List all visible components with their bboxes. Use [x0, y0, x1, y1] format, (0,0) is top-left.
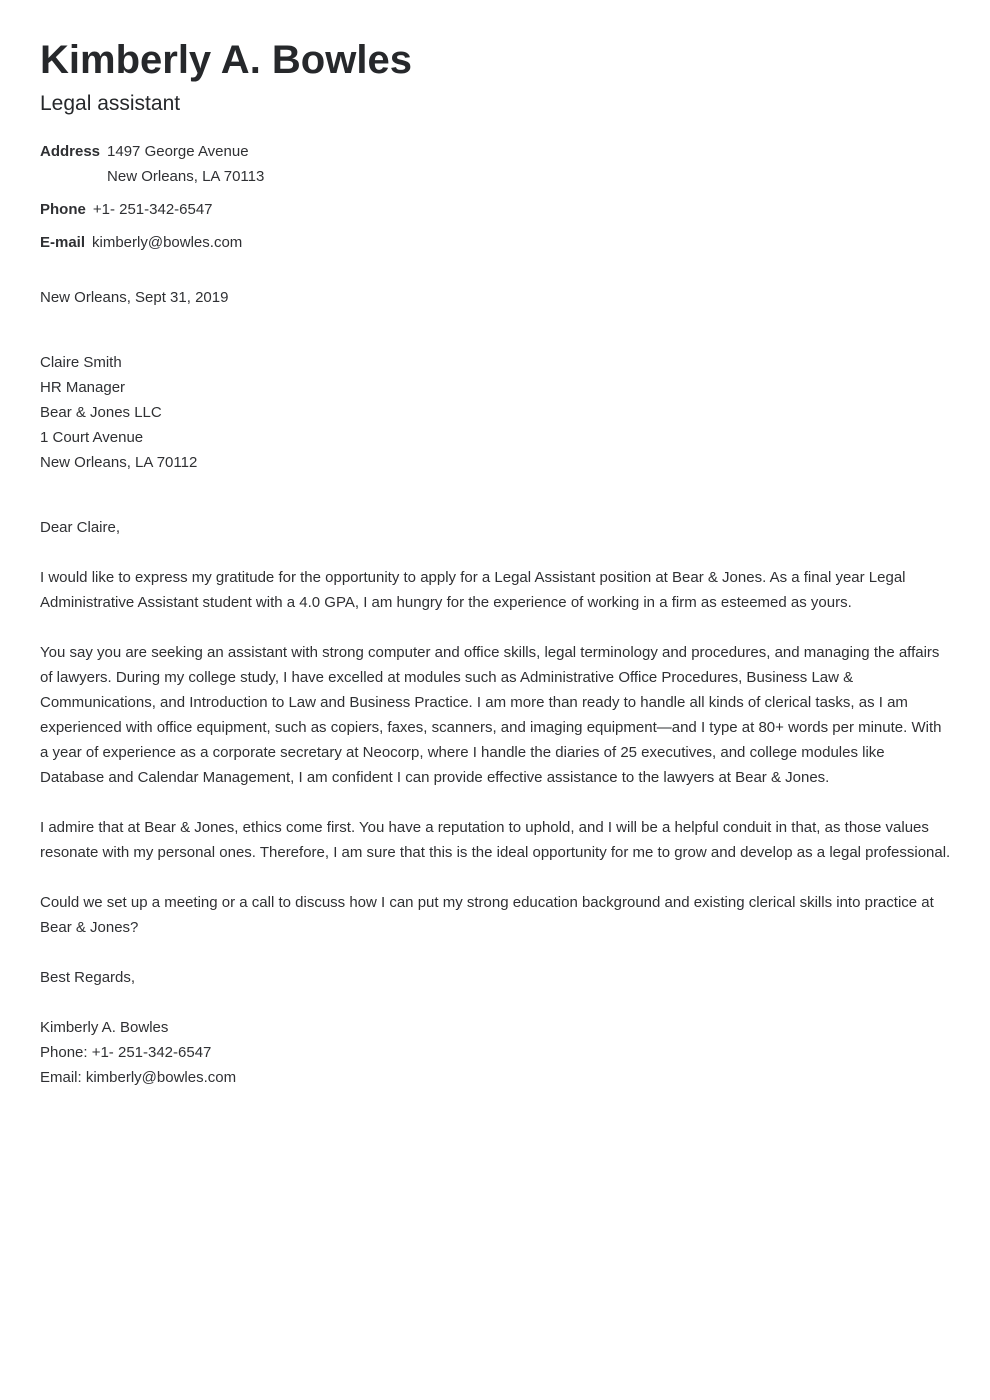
recipient-name: Claire Smith: [40, 354, 122, 371]
applicant-title: Legal assistant: [40, 92, 181, 115]
salutation-text: Dear Claire,: [40, 519, 121, 536]
address-row: [40, 139, 264, 189]
phone-row: [40, 197, 213, 222]
recipient-position: HR Manager: [40, 379, 126, 396]
email-row: [40, 230, 242, 255]
signature-email: Email: kimberly@bowles.com: [40, 1069, 237, 1086]
address-label: Address: [40, 143, 101, 160]
signature-block: [40, 1015, 952, 1090]
phone-label: Phone: [40, 201, 86, 218]
recipient-block: [40, 350, 952, 475]
paragraph-4-text: Could we set up a meeting or a call to discuss how I can put my strong education background and existing clerical skills into practice at Bear & Jones?: [40, 894, 934, 936]
paragraph-3-text: I admire that at Bear & Jones, ethics come first. You have a reputation to uphold, and I will be a helpful conduit in that, as those values resonate with my personal ones. Therefore, I am sure that this is the ideal opportunity for me to grow and develop as a legal professional.: [40, 819, 951, 861]
date-line: [40, 285, 952, 310]
paragraph-2: [40, 640, 952, 790]
closing: [40, 965, 952, 990]
email-label: E-mail: [40, 234, 86, 251]
address-value: [107, 139, 264, 189]
date-text: New Orleans, Sept 31, 2019: [40, 289, 229, 306]
recipient-street: 1 Court Avenue: [40, 429, 144, 446]
paragraph-3: [40, 815, 952, 865]
signature-name: Kimberly A. Bowles: [40, 1019, 169, 1036]
applicant-name: Kimberly A. Bowles: [40, 38, 412, 82]
recipient-city: New Orleans, LA 70112: [40, 454, 198, 471]
paragraph-4: [40, 890, 952, 940]
address-line-2: New Orleans, LA 70113: [107, 168, 265, 185]
paragraph-1-text: I would like to express my gratitude for the opportunity to apply for a Legal Assistant position at Bear & Jones. As a final year Legal Administrative Assistant student with a 4.0 GPA, I am hungry for the experience of working in a firm as esteemed as yours.: [40, 569, 906, 611]
paragraph-2-text: You say you are seeking an assistant with strong computer and office skills, legal terminology and procedures, and managing the affairs of lawyers. During my college study, I have excelled at modules such as Administrative Office Procedures, Business Law & Communications, and Introduction to Law and Business Practice. I am more than ready to handle all kinds of clerical tasks, as I am experienced with office equipment, such as copiers, faxes, scanners, and imaging equipment—and I type at 80+ words per minute. With a year of experience as a corporate secretary at Neocorp, where I handle the diaries of 25 executives, and college modules like Database and Calendar Management, I am confident I can provide effective assistance to the lawyers at Bear & Jones.: [40, 644, 942, 786]
signature-phone: Phone: +1- 251-342-6547: [40, 1044, 212, 1061]
recipient-company: Bear & Jones LLC: [40, 404, 162, 421]
salutation: [40, 515, 952, 540]
paragraph-1: [40, 565, 952, 615]
email-value: kimberly@bowles.com: [92, 234, 243, 251]
closing-text: Best Regards,: [40, 969, 136, 986]
address-line-1: 1497 George Avenue: [107, 143, 249, 160]
phone-value: +1- 251-342-6547: [92, 201, 213, 218]
